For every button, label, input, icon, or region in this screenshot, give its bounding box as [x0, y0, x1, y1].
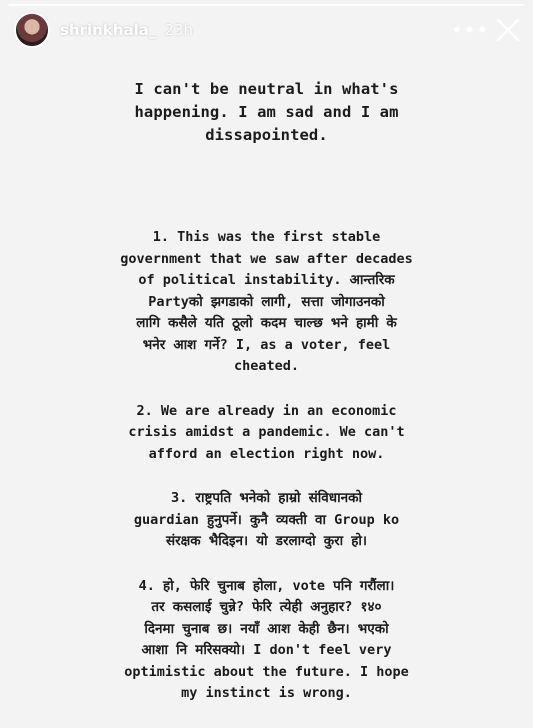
point-line: guardian हुनुपर्ने। कुनै व्यक्ती वा Group ko — [133, 511, 400, 528]
point-line: 1. This was the first stable — [152, 229, 381, 245]
points-list — [60, 227, 473, 705]
point-line: 4. हो, फेरि चुनाब होला, vote पनि गरौंला। — [138, 577, 395, 594]
avatar[interactable] — [14, 12, 50, 48]
point-line: government that we saw after decades — [120, 250, 413, 267]
timestamp: 23h — [164, 21, 193, 39]
headline — [60, 78, 473, 147]
point-line: of political instability. आन्तरिक — [138, 272, 395, 288]
point-paragraph — [60, 401, 473, 466]
story-header — [14, 10, 523, 50]
more-options-button[interactable] — [450, 15, 490, 45]
point-line: afford an election right now. — [148, 445, 385, 462]
point-line: Partyको झगडाको लागी, सत्ता जोगाउनको — [148, 293, 385, 310]
story-text-content — [60, 78, 473, 728]
ellipsis-icon: ••• — [450, 18, 490, 42]
point-paragraph — [60, 576, 473, 705]
story-progress-bar — [8, 4, 525, 6]
close-icon[interactable] — [493, 15, 523, 45]
username[interactable]: shrinkhala_ — [60, 21, 157, 39]
point-paragraph — [60, 227, 473, 378]
point-line: optimistic about the future. I hope — [124, 663, 409, 680]
point-line: दिनमा चुनाब छ। नयाँ आश केही छैन। भएको — [144, 620, 389, 637]
point-line: आशा नि मरिसक्यो। I don't feel very — [141, 642, 392, 658]
point-line: भनेर आश गर्ने? I, as a voter, feel — [142, 336, 391, 353]
point-line: 2. We are already in an economic — [136, 402, 397, 419]
point-line: crisis amidst a pandemic. We can't — [128, 424, 405, 440]
point-line: संरक्षक भैदिइन। यो डरलाग्दो कुरा हो। — [165, 533, 368, 549]
headline-line: I can't be neutral in what's — [134, 80, 399, 98]
point-paragraph — [60, 488, 473, 553]
headline-line: dissapointed. — [205, 126, 328, 144]
point-line: my instinct is wrong. — [181, 685, 352, 701]
headline-line: happening. I am sad and I am — [134, 103, 399, 121]
point-line: 3. राष्ट्रपति भनेको हाम्रो संविधानको — [171, 490, 362, 506]
point-line: तर कसलाई चुन्ने? फेरि त्येही अनुहार? १४० — [151, 599, 382, 615]
point-line: लागि कसैले यति ठूलो कदम चाल्छ भने हामी के — [136, 315, 397, 331]
story-progress-fill — [8, 4, 525, 6]
point-line: cheated. — [233, 358, 300, 374]
